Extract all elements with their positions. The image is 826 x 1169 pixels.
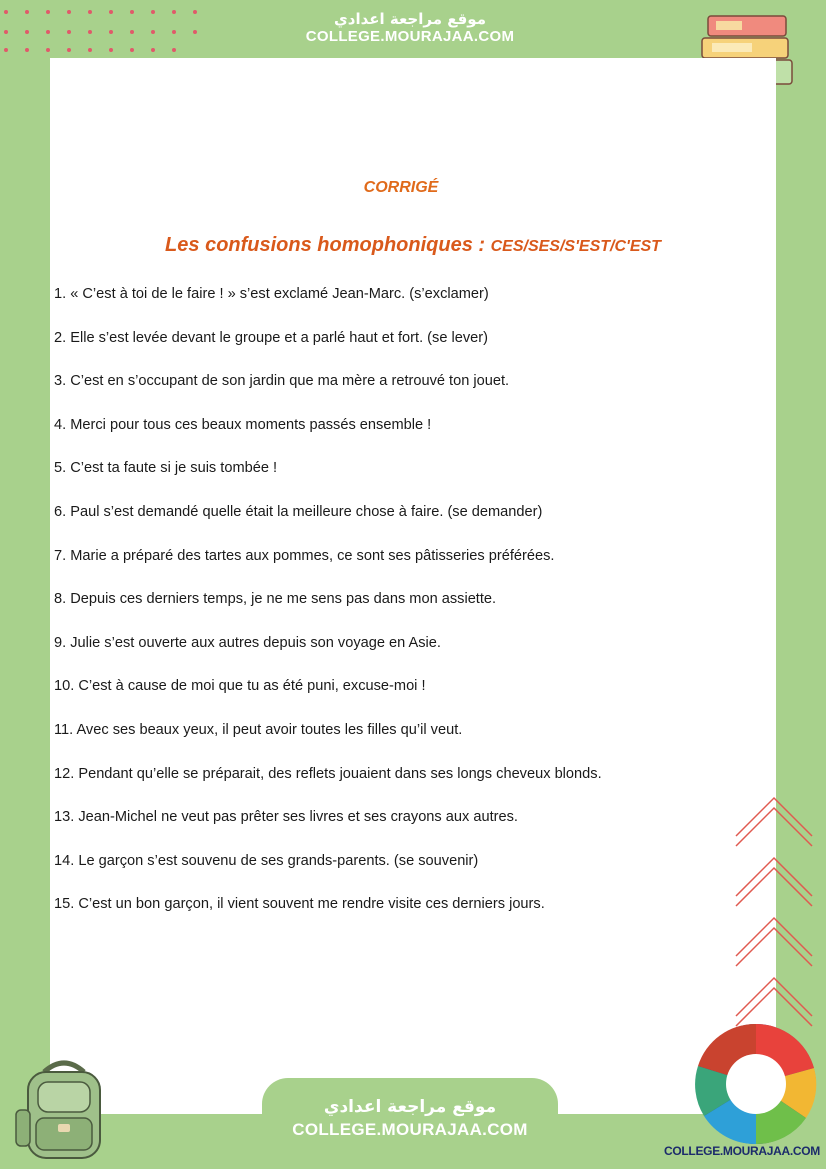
decorative-dot: [130, 30, 134, 34]
list-item: 4. Merci pour tous ces beaux moments passés ensemble !: [54, 416, 432, 433]
site-domain: COLLEGE.MOURAJAA.COM: [305, 28, 515, 45]
decorative-dot: [25, 30, 29, 34]
decorative-dot: [193, 10, 197, 14]
decorative-dot: [109, 10, 113, 14]
decorative-dot: [4, 30, 8, 34]
decorative-dot: [4, 10, 8, 14]
decorative-dot: [88, 48, 92, 52]
decorative-dot: [130, 48, 134, 52]
title-main: Les confusions homophoniques :: [165, 234, 491, 256]
list-item: 14. Le garçon s’est souvenu de ses grands-parents. (se souvenir): [54, 852, 479, 869]
corrige-label: CORRIGÉ: [363, 179, 439, 196]
list-item: 13. Jean-Michel ne veut pas prêter ses livres et ses crayons aux autres.: [54, 809, 518, 826]
answer-list: [54, 286, 754, 940]
list-item: 3. C’est en s’occupant de son jardin que ma mère a retrouvé ton jouet.: [54, 373, 510, 390]
decorative-dot: [67, 10, 71, 14]
decorative-dot: [130, 10, 134, 14]
list-item: 9. Julie s’est ouverte aux autres depuis son voyage en Asie.: [54, 634, 441, 651]
list-item: 7. Marie a préparé des tartes aux pommes, ce sont ses pâtisseries préférées.: [54, 547, 555, 564]
decorative-dot: [46, 48, 50, 52]
document-title: [50, 234, 776, 257]
decorative-dot: [109, 48, 113, 52]
decorative-dot: [151, 30, 155, 34]
decorative-dot: [25, 10, 29, 14]
decorative-dot: [109, 30, 113, 34]
list-item: 2. Elle s’est levée devant le groupe et a parlé haut et fort. (se lever): [54, 329, 489, 346]
decorative-dot: [88, 10, 92, 14]
decorative-dot: [151, 10, 155, 14]
site-arabic-name: موقع مراجعة اعدادي: [334, 10, 486, 28]
decorative-dot: [25, 48, 29, 52]
title-words: CES/SES/S'EST/C'EST: [490, 238, 661, 255]
site-banner-bottom: [262, 1078, 558, 1169]
chevron-up-icon: [736, 858, 812, 906]
decorative-dot: [172, 30, 176, 34]
decorative-dot: [67, 48, 71, 52]
list-item: 15. C’est un bon garçon, il vient souvent me rendre visite ces derniers jours.: [54, 896, 545, 913]
decorative-dot: [4, 48, 8, 52]
list-item: 10. C’est à cause de moi que tu as été puni, excuse-moi !: [54, 678, 426, 695]
chevron-up-icon: [736, 918, 812, 966]
site-domain: COLLEGE.MOURAJAA.COM: [292, 1120, 528, 1139]
list-item: 6. Paul s’est demandé quelle était la meilleure chose à faire. (se demander): [54, 503, 543, 520]
decorative-dot: [46, 10, 50, 14]
decorative-dot: [46, 30, 50, 34]
chevron-up-icon: [736, 798, 812, 846]
site-arabic-name: موقع مراجعة اعدادي: [323, 1097, 497, 1117]
list-item: 8. Depuis ces derniers temps, je ne me sens pas dans mon assiette.: [54, 591, 497, 608]
document-page: [50, 58, 776, 1117]
decorative-dot: [172, 48, 176, 52]
logo-caption: COLLEGE.MOURAJAA.COM: [664, 1144, 821, 1158]
decorative-dot: [88, 30, 92, 34]
list-item: 1. « C’est à toi de le faire ! » s’est exclamé Jean-Marc. (s’exclamer): [54, 286, 489, 302]
decorative-dot: [151, 48, 155, 52]
subjects-wheel-icon: [694, 1022, 818, 1146]
chevron-decoration: [730, 790, 820, 1050]
chevron-up-icon: [736, 978, 812, 1026]
decorative-dot: [67, 30, 71, 34]
list-item: 12. Pendant qu’elle se préparait, des reflets jouaient dans ses longs cheveux blonds.: [54, 765, 602, 782]
list-item: 5. C’est ta faute si je suis tombée !: [54, 460, 278, 477]
decorative-dot: [193, 30, 197, 34]
backpack-icon: [14, 1054, 114, 1164]
decorative-dot: [172, 10, 176, 14]
list-item: 11. Avec ses beaux yeux, il peut avoir toutes les filles qu’il veut.: [54, 721, 463, 738]
site-banner-top: [262, 0, 558, 60]
